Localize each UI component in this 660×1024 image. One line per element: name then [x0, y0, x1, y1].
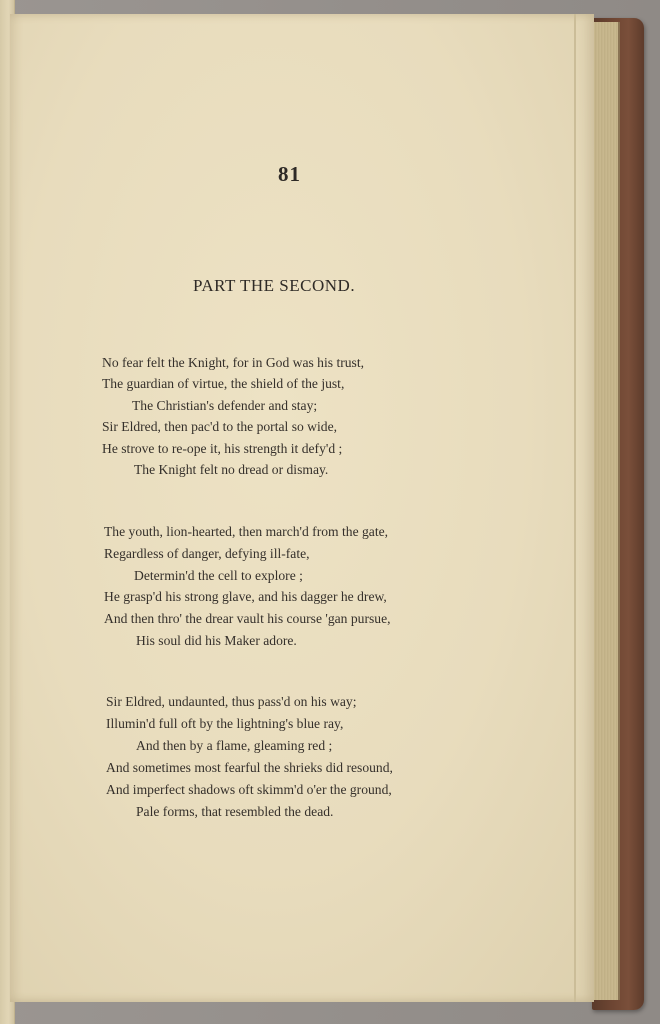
- verse-line: He grasp'd his strong glave, and his dagger he drew,: [104, 589, 387, 604]
- verse-line: Regardless of danger, defying ill-fate,: [104, 546, 310, 561]
- verse-line: Determin'd the cell to explore ;: [134, 568, 303, 583]
- verse-line: He strove to re-ope it, his strength it defy'd ;: [102, 441, 343, 456]
- verse-line: The youth, lion-hearted, then march'd from the gate,: [104, 524, 389, 539]
- verse-line: The Knight felt no dread or dismay.: [134, 462, 329, 477]
- verse-line: Sir Eldred, then pac'd to the portal so wide,: [102, 419, 337, 434]
- verse-line: And imperfect shadows oft skimm'd o'er the ground,: [106, 782, 392, 797]
- book-page: [10, 14, 594, 1002]
- verse-line: And then thro' the drear vault his course 'gan pursue,: [104, 611, 391, 626]
- verse-line: No fear felt the Knight, for in God was his trust,: [102, 355, 365, 370]
- page-fold-line: [574, 14, 576, 1002]
- verse-line: The guardian of virtue, the shield of the just,: [102, 376, 345, 391]
- verse-line: And then by a flame, gleaming red ;: [136, 738, 333, 753]
- verse-line: The Christian's defender and stay;: [132, 398, 318, 413]
- page-number: 81: [278, 162, 301, 186]
- verse-line: Illumin'd full oft by the lightning's blue ray,: [106, 716, 344, 731]
- part-heading: PART THE SECOND.: [193, 276, 356, 295]
- verse-line: Pale forms, that resembled the dead.: [136, 804, 334, 819]
- verse-line: And sometimes most fearful the shrieks did resound,: [106, 760, 393, 775]
- verse-line: His soul did his Maker adore.: [136, 633, 297, 648]
- verse-line: Sir Eldred, undaunted, thus pass'd on his way;: [106, 694, 357, 709]
